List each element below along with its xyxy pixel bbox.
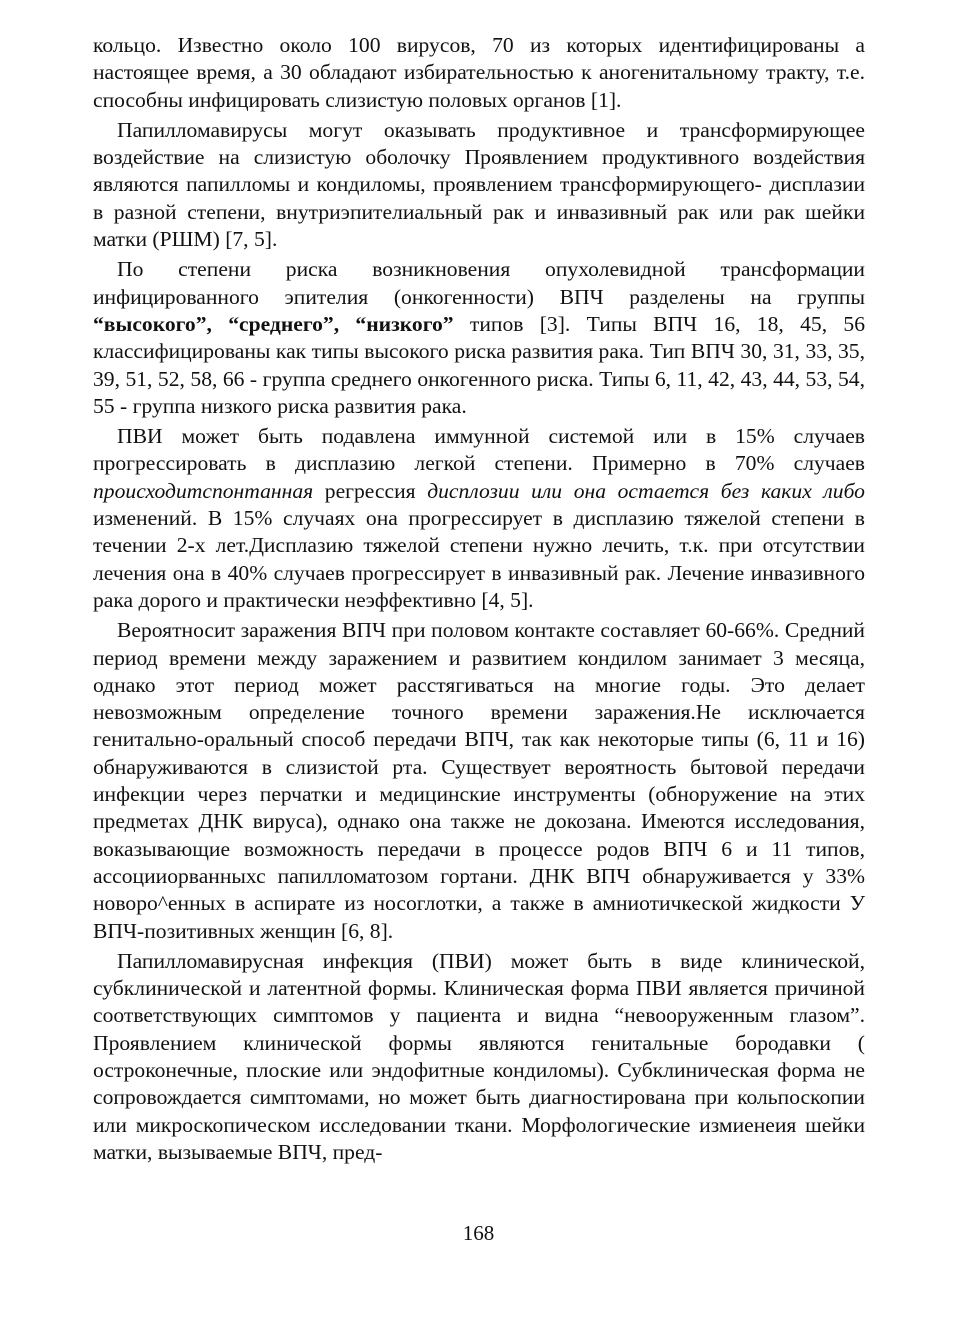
paragraph-1	[93, 32, 865, 114]
page-body	[93, 32, 865, 1166]
paragraph-4-italic-a: происходитспонтанная	[93, 478, 314, 503]
paragraph-3-text-b: типов [3]. Типы ВПЧ 16, 18, 45, 56 классифицированы как типы высокого риска развития рака. Тип ВПЧ 30, 31, 33, 35, 39, 51, 52, 58, 66 - группа среднего онкогенного риска. Типы 6, 11, 42, 43, 44, 53, 54, 55 - группа низкого риска развития рака.	[93, 311, 865, 418]
paragraph-3	[93, 256, 865, 420]
risk-groups-bold-text: “высокого”, “среднего”, “низкого”	[93, 311, 454, 336]
paragraph-4-italic-b: дисплозии или она остается без каких либо	[427, 478, 865, 503]
paragraph-6	[93, 948, 865, 1166]
paragraph-5	[93, 617, 865, 945]
paragraph-6-text: Папилломавирусная инфекция (ПВИ) может быть в виде клинической, субклинической и латентной формы. Клиническая форма ПВИ является причиной соответствующих симптомов у пациента и видна “невооруженным глазом”. Проявлением клинической формы являются генитальные бородавки ( остроконечные, плоские или эндофитные кондиломы). Субклиническая форма не сопровождается симптомами, но может быть диагностирована при кольпоскопии или микроскопическом исследовании ткани. Морфологические измиенеия шейки матки, вызываемые ВПЧ, пред-	[93, 948, 865, 1164]
paragraph-4-text-a: ПВИ может быть подавлена иммунной системой или в 15% случаев прогрессировать в дисплазию легкой степени. Примерно в 70% случаев	[93, 424, 865, 476]
paragraph-5-text: Вероятносит заражения ВПЧ при половом контакте составляет 60-66%. Средний период времени между заражением и развитием кондилом занимает 3 месяца, однако этот период может расстягиваться на многие годы. Это делает невозможным определение точного времени заражения.Не исключается генитально-оральный способ передачи ВПЧ, так как некоторые типы (6, 11 и 16) обнаруживаются в слизистой рта. Существует вероятность бытовой передачи инфекции через перчатки и медицинские инструменты (обноружение на этих предметах ДНК вируса), однако она также не докозана. Имеются исследования, воказывающие возможность передачи в процессе родов ВПЧ 6 и 11 типов, ассоцииорванныхс папилломатозом гортани. ДНК ВПЧ обнаруживается у 33% новоро^енных в аспирате из носоглотки, а также в амниотичкеской жидкости У ВПЧ-позитивных женщин [6, 8].	[93, 618, 865, 943]
paragraph-2	[93, 117, 865, 253]
page-number: 168	[462, 1221, 495, 1245]
paragraph-1-text: кольцо. Известно около 100 вирусов, 70 из которых идентифицированы а настоящее время, а 30 обладают избирательностью к аногенитальному тракту, т.е. способны инфицировать слизистую половых органов [1].	[93, 33, 865, 112]
paragraph-4-text-b: регрессия	[313, 478, 428, 503]
paragraph-4	[93, 423, 865, 614]
paragraph-2-text: Папилломавирусы могут оказывать продуктивное и трансформирующее воздействие на слизистую оболочку Проявлением продуктивного воздействия являются папилломы и кондиломы, проявлением трансформирующего- дисплазии в разной степени, внутриэпителиальный рак и инвазивный рак или рак шейки матки (РШМ) [7, 5].	[93, 117, 865, 252]
paragraph-3-text-a: По степени риска возникновения опухолевидной трансформации инфицированного эпителия (онкогенности) ВПЧ разделены на группы	[93, 257, 865, 309]
paragraph-4-text-c: изменений. В 15% случаях она прогрессирует в дисплазию тяжелой степени в течении 2-х лет.Дисплазию тяжелой степени нужно лечить, т.к. при отсутствии лечения она в 40% случаев прогрессирует в инвазивный рак. Лечение инвазивного рака дорого и практически неэффективно [4, 5].	[93, 506, 865, 612]
